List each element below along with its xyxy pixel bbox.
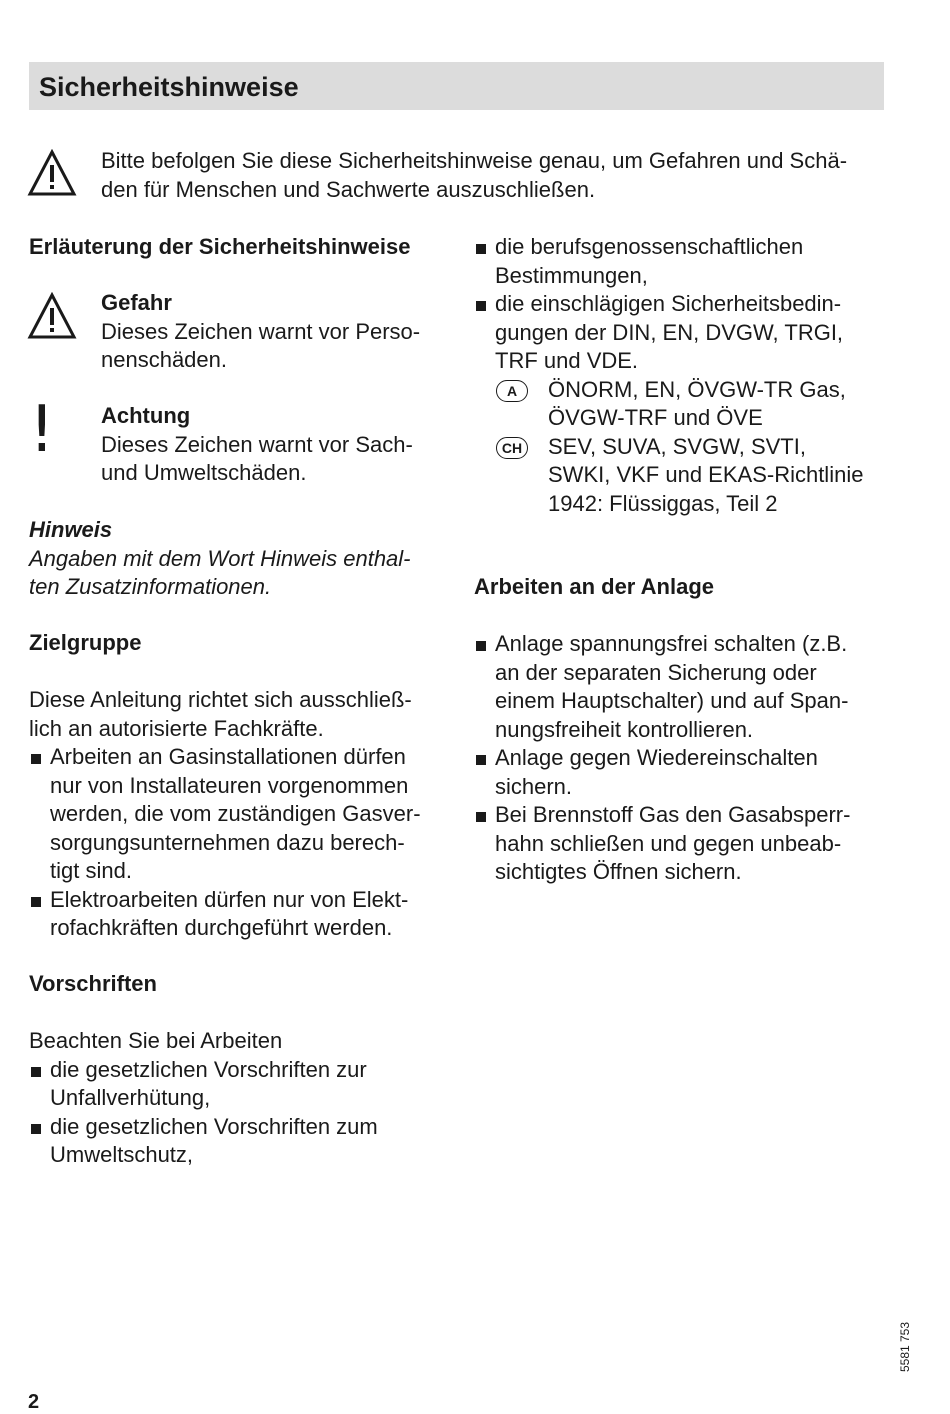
country-item-line: ÖNORM, EN, ÖVGW-TR Gas,: [548, 376, 846, 402]
list-item-line: Umweltschutz,: [50, 1142, 194, 1167]
list-item: [29, 1056, 449, 1113]
gefahr-block: [101, 289, 461, 375]
hinweis-text: ten Zusatzinformationen.: [29, 574, 272, 599]
vorschriften-continued: [474, 233, 894, 518]
list-item-line: sichern.: [495, 773, 573, 799]
exclamation-icon: !: [29, 393, 55, 467]
vorschriften-heading: Vorschriften: [29, 971, 157, 996]
list-item-line: Bei Brennstoff Gas den Gasabsperr-: [495, 802, 851, 827]
doc-code-wrapper: [888, 1322, 938, 1372]
list-item-line: tigt sind.: [50, 858, 132, 883]
anlage-body: [474, 630, 894, 887]
list-item: [29, 886, 449, 943]
zielgruppe-text: lich an autorisierte Fachkräfte.: [29, 715, 324, 741]
country-item-line: SWKI, VKF und EKAS-Richtlinie: [548, 462, 864, 487]
list-item-line: Arbeiten an Gasinstallationen dürfen: [50, 744, 406, 769]
achtung-title: Achtung: [101, 403, 191, 428]
vorschriften-body: [29, 1027, 449, 1170]
list-item-line: Bestimmungen,: [495, 262, 648, 288]
achtung-text: Dieses Zeichen warnt vor Sach-: [101, 431, 413, 457]
anlage-heading: Arbeiten an der Anlage: [474, 574, 715, 599]
country-item-austria: [474, 376, 894, 433]
country-item-line: ÖVGW-TRF und ÖVE: [548, 405, 763, 430]
country-item-line: SEV, SUVA, SVGW, SVTI,: [548, 433, 806, 459]
section-title-bar: [29, 62, 884, 110]
warning-triangle-icon: [27, 149, 77, 197]
danger-triangle-icon: [27, 292, 77, 340]
list-item-line: Anlage gegen Wiedereinschalten: [495, 745, 818, 770]
country-badge-a: A: [496, 380, 528, 402]
list-item: [474, 744, 894, 801]
list-item-line: sichtigtes Öffnen sichern.: [495, 859, 742, 884]
list-item-line: Unfallverhütung,: [50, 1085, 211, 1110]
list-item: [29, 1113, 449, 1170]
achtung-block: [101, 402, 461, 488]
intro-line: Bitte befolgen Sie diese Sicherheitshinweise genau, um Gefahren und Schä-: [101, 148, 848, 173]
list-item-line: die einschlägigen Sicherheitsbedin-: [495, 291, 842, 316]
achtung-text: und Umweltschäden.: [101, 460, 307, 485]
list-item: [474, 801, 894, 887]
list-item: [474, 290, 894, 376]
hinweis-text: Angaben mit dem Wort Hinweis enthal-: [29, 545, 411, 571]
list-item-line: hahn schließen und gegen unbeab-: [495, 830, 842, 856]
list-item-line: die gesetzlichen Vorschriften zur: [50, 1056, 367, 1082]
hinweis-block: [29, 516, 449, 602]
vorschriften-intro: Beachten Sie bei Arbeiten: [29, 1028, 283, 1053]
country-item-line: 1942: Flüssiggas, Teil 2: [548, 490, 778, 516]
zielgruppe-heading: Zielgruppe: [29, 630, 142, 655]
list-item-line: gungen der DIN, EN, DVGW, TRGI,: [495, 319, 844, 345]
intro-line: den für Menschen und Sachwerte auszuschließen.: [101, 176, 596, 202]
country-badge-ch: CH: [496, 437, 528, 459]
gefahr-text: Dieses Zeichen warnt vor Perso-: [101, 318, 421, 344]
list-item-line: Anlage spannungsfrei schalten (z.B.: [495, 631, 848, 656]
country-item-switzerland: [474, 433, 894, 519]
list-item-line: die berufsgenossenschaftlichen: [495, 234, 804, 259]
list-item-line: an der separaten Sicherung oder: [495, 659, 817, 685]
gefahr-text: nenschäden.: [101, 347, 227, 372]
list-item-line: nur von Installateuren vorgenommen: [50, 772, 409, 798]
list-item-line: einem Hauptschalter) und auf Span-: [495, 688, 849, 713]
list-item-line: die gesetzlichen Vorschriften zum: [50, 1113, 378, 1139]
page-title: Sicherheitshinweise: [39, 72, 299, 102]
gefahr-title: Gefahr: [101, 290, 172, 315]
zielgruppe-body: [29, 686, 449, 943]
zielgruppe-text: Diese Anleitung richtet sich ausschließ-: [29, 687, 412, 712]
list-item-line: TRF und VDE.: [495, 348, 639, 373]
page-number: 2: [28, 1391, 40, 1413]
list-item: [474, 630, 894, 744]
list-item-line: rofachkräften durchgeführt werden.: [50, 915, 393, 940]
hinweis-title: Hinweis: [29, 517, 113, 542]
list-item: [29, 743, 449, 886]
doc-code: 5581 753: [898, 1321, 913, 1373]
list-item-line: nungsfreiheit kontrollieren.: [495, 716, 754, 742]
list-item: [474, 233, 894, 290]
intro-text: [101, 147, 891, 204]
list-item-line: Elektroarbeiten dürfen nur von Elekt-: [50, 886, 409, 912]
list-item-line: sorgungsunternehmen dazu berech-: [50, 829, 405, 855]
list-item-line: werden, die vom zuständigen Gasver-: [50, 801, 421, 826]
erlaeuterung-heading: Erläuterung der Sicherheitshinweise: [29, 234, 411, 259]
